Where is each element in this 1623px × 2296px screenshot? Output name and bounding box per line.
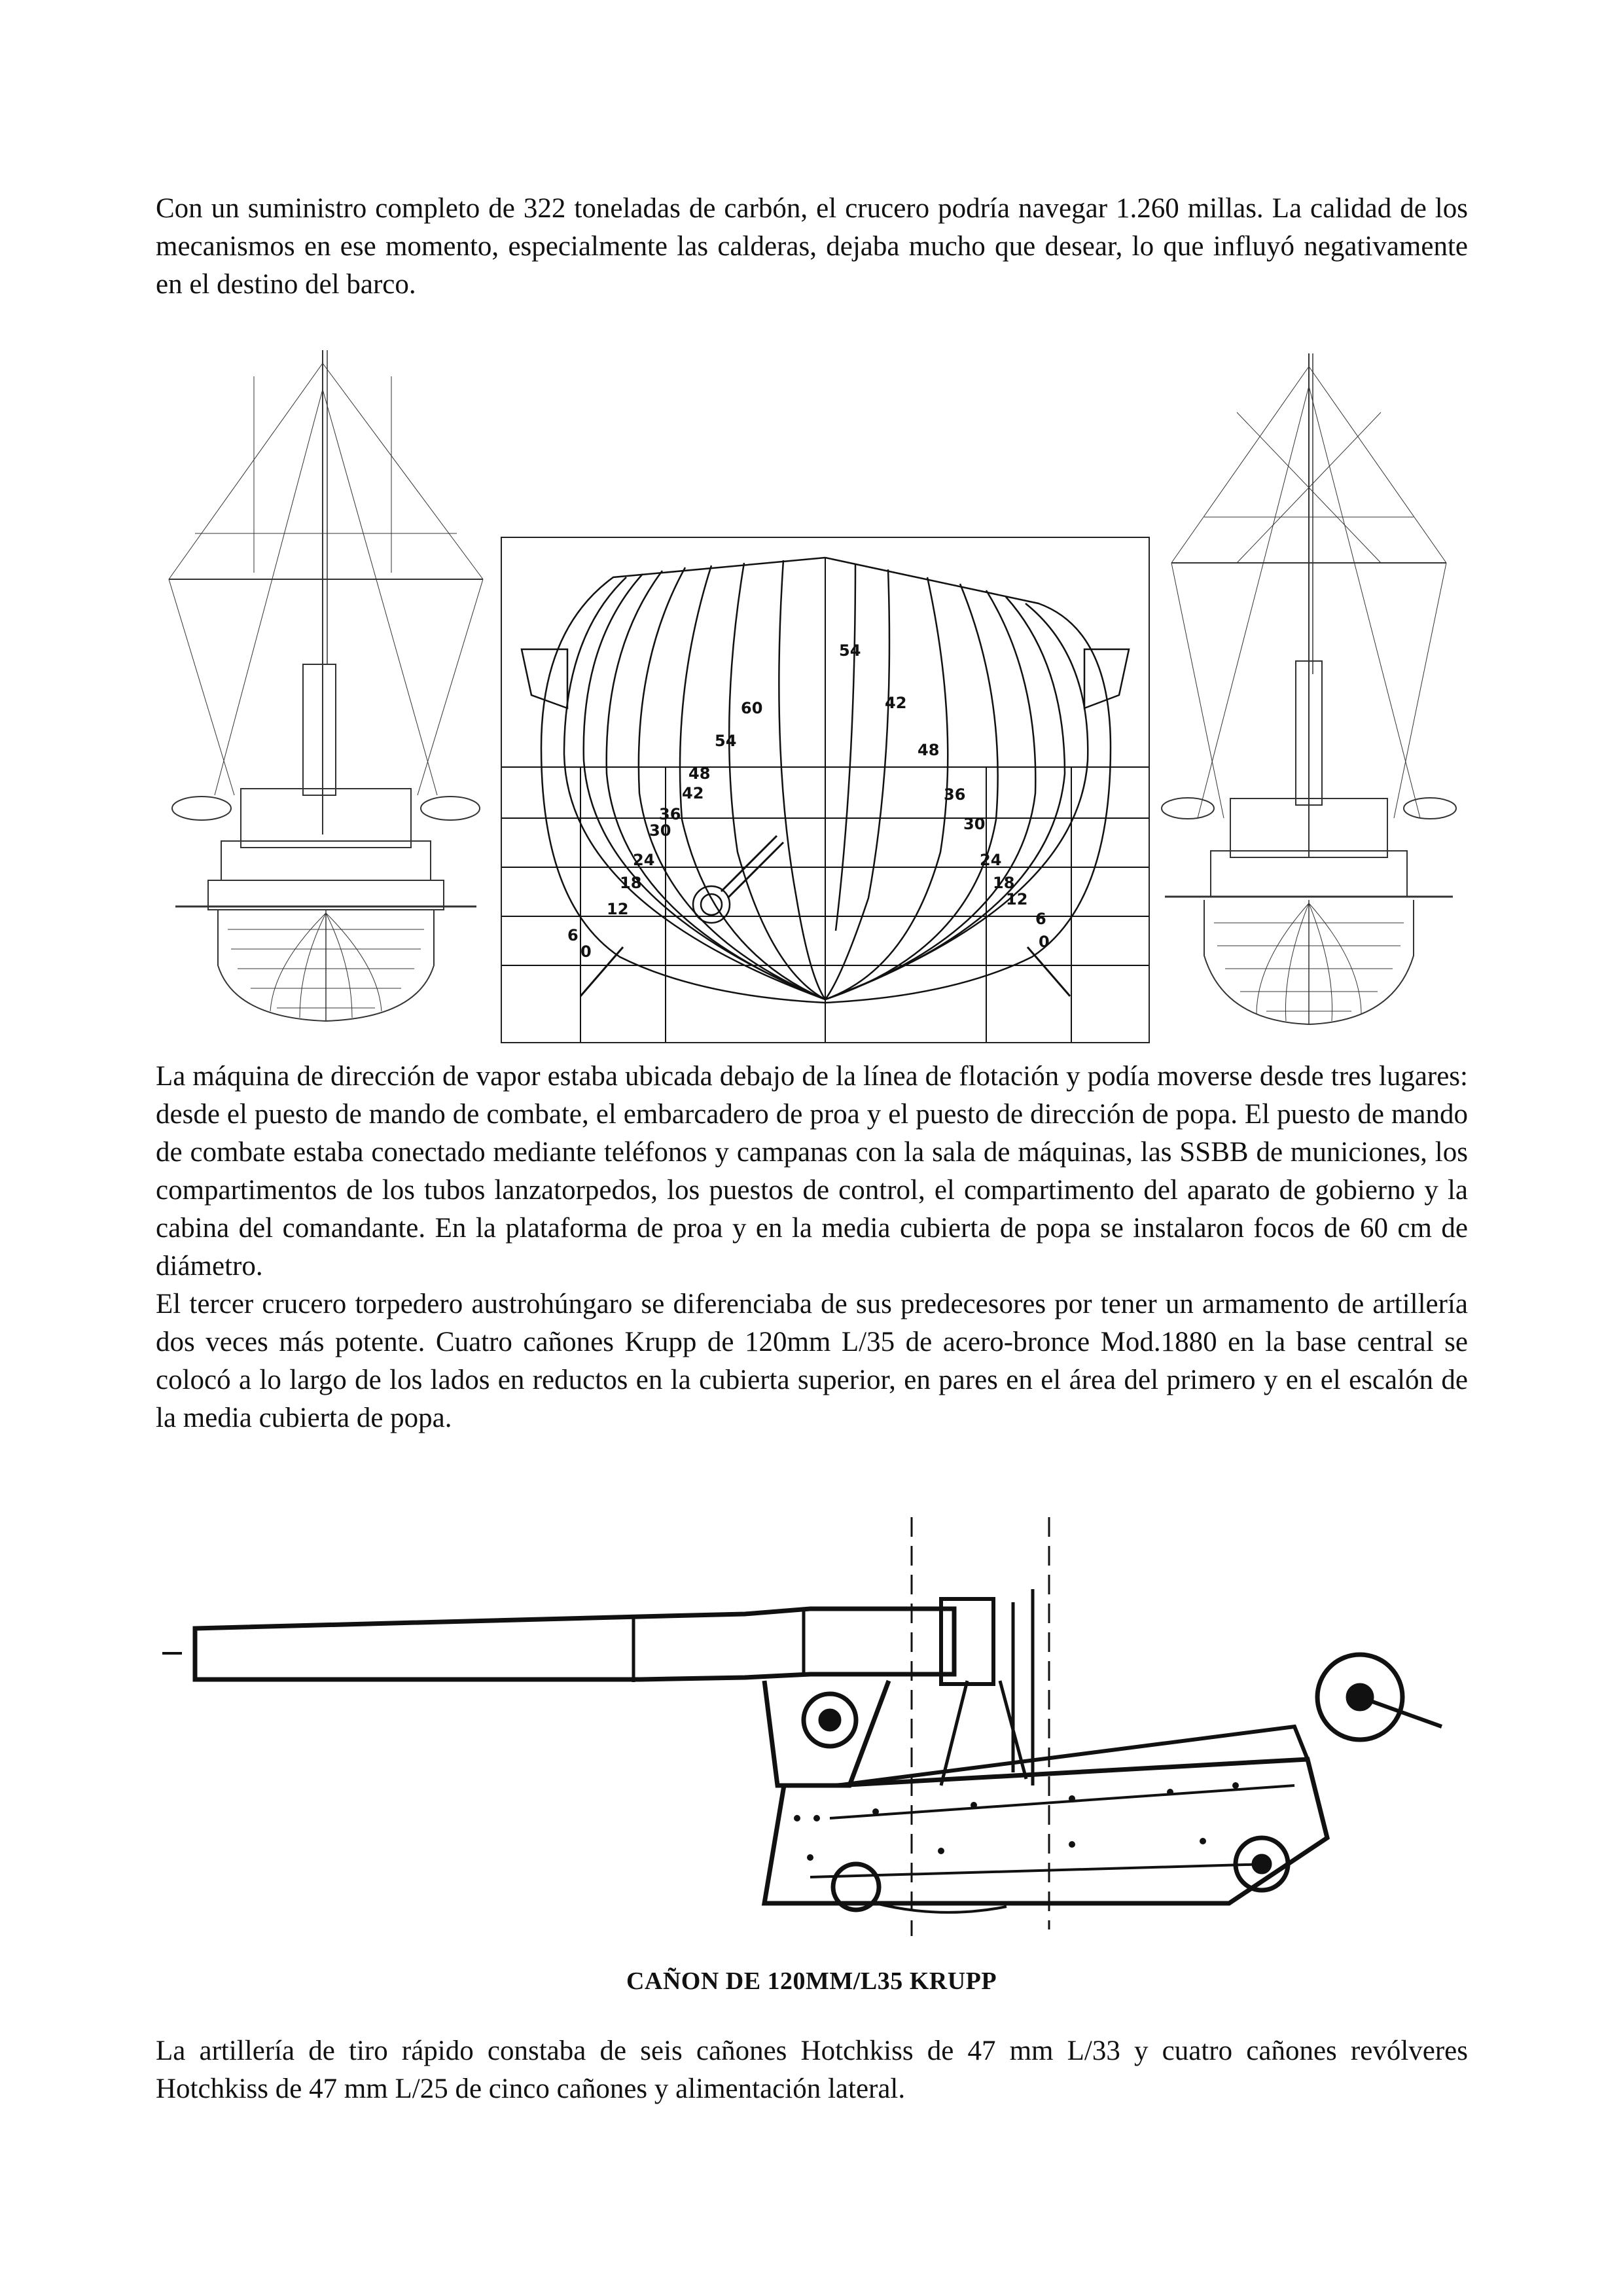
ship-bow-elevation-drawing — [1152, 347, 1467, 1028]
frame-label: 18 — [620, 874, 642, 892]
frame-label: 60 — [741, 699, 763, 717]
paragraph-coal-supply — [156, 190, 1468, 304]
frame-label: 42 — [885, 694, 907, 712]
frame-label: 6 — [567, 926, 579, 944]
paragraph-steering-and-armament — [156, 1058, 1468, 1437]
frame-label: 30 — [963, 815, 986, 833]
hull-lines-svg — [502, 538, 1149, 1042]
frame-label: 54 — [715, 732, 737, 750]
frame-label: 48 — [688, 764, 711, 783]
paragraph-armament-text: El tercer crucero torpedero austrohúngaro se diferenciaba de sus predecesores por tener un armamento de artillería dos veces más potente. Cuatro cañones Krupp de 120mm L/35 de acero-bronce Mod.1880 en la base central se colocó a lo largo de los lados en reductos en la cubierta superior, en pares en el área del primero y en el escalón de la media cubierta de popa. — [156, 1289, 1468, 1433]
figure-caption: CAÑON DE 120MM/L35 KRUPP — [626, 1967, 997, 1995]
paragraph-steering-text: La máquina de dirección de vapor estaba ubicada debajo de la línea de flotación y podía moverse desde tres lugares: desde el puesto de mando de combate, el embarcadero de proa y el puesto de dirección de popa. El puesto de mando de combate estaba conectado mediante teléfonos y campanas con la sala de máquinas, las SSBB de municiones, los compartimentos de los tubos lanzatorpedos, los puestos de control, el compartimento del aparato de gobierno y la cabina del comandante. En la plataforma de proa y en la media cubierta de popa se instalaron focos de 60 cm de diámetro. — [156, 1061, 1468, 1282]
frame-label: 42 — [682, 784, 704, 802]
frame-label: 24 — [980, 851, 1002, 869]
frame-label: 0 — [1039, 933, 1050, 951]
hull-body-plan-drawing — [501, 537, 1150, 1043]
frame-label: 12 — [607, 900, 629, 918]
frame-label: 36 — [659, 805, 681, 823]
frame-label: 18 — [993, 874, 1015, 892]
frame-label: 24 — [633, 851, 655, 869]
frame-label: 12 — [1006, 890, 1028, 908]
paragraph-text: Con un suministro completo de 322 toneladas de carbón, el crucero podría navegar 1.260 millas. La calidad de los mecanismos en ese momento, especialmente las calderas, dejaba mucho que desear, lo que influyó negativamente en el destino del barco. — [156, 193, 1468, 300]
ship-stern-elevation-drawing — [156, 337, 496, 1024]
frame-label: 0 — [580, 942, 592, 961]
krupp-cannon-drawing — [156, 1511, 1468, 1936]
paragraph-rapid-fire-artillery — [156, 2032, 1468, 2108]
frame-label: 48 — [918, 741, 940, 759]
frame-label: 54 — [839, 641, 861, 660]
frame-label: 36 — [944, 785, 966, 804]
frame-label: 30 — [649, 821, 671, 840]
frame-label: 6 — [1035, 910, 1046, 928]
paragraph-text: La artillería de tiro rápido constaba de seis cañones Hotchkiss de 47 mm L/33 y cuatro cañones revólveres Hotchkiss de 47 mm L/25 de cinco cañones y alimentación lateral. — [156, 2036, 1468, 2104]
